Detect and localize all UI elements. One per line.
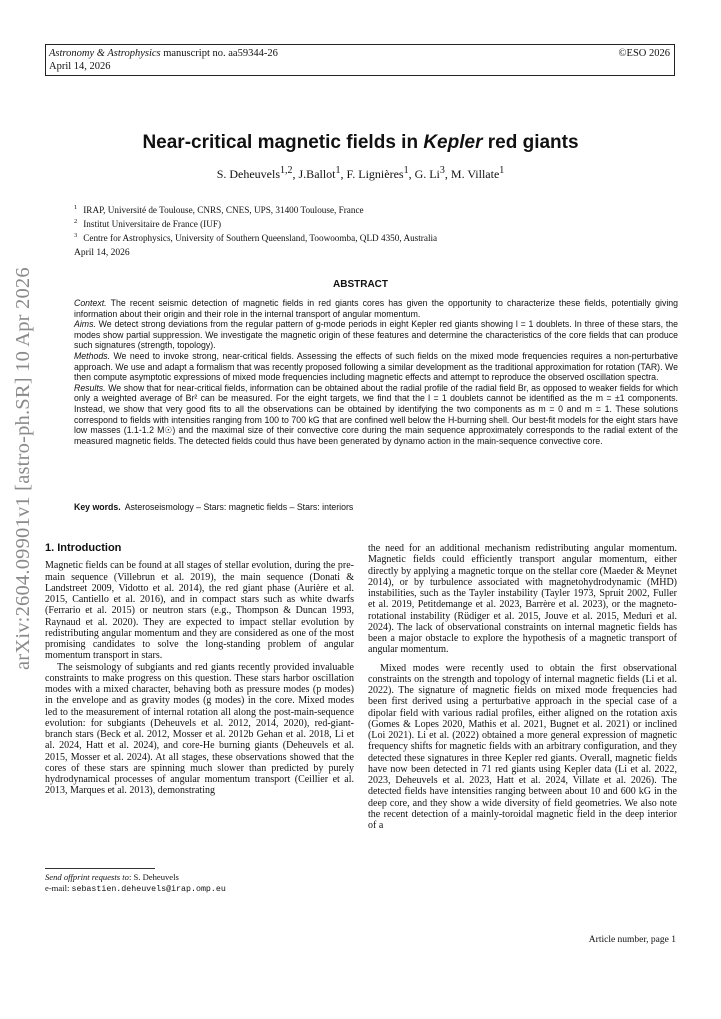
journal-name: Astronomy & Astrophysics: [49, 48, 161, 59]
email-line: e-mail: sebastien.deheuvels@irap.omp.eu: [45, 883, 226, 894]
abstract-methods: Methods. We need to invoke strong, near-critical fields. Assessing the effects of such fields on the mixed mode frequencies requires a non-perturbative approach. We use and adapt a formalism that was recently proposed following a similar development as the traditional approximation for rotation (TAR). We then compute asymptotic expressions of mixed mode frequencies including magnetic effects and attempt to reproduce the observed oscillation spectra.: [74, 350, 678, 383]
section-heading: 1. Introduction: [45, 542, 122, 554]
arxiv-sidebar: [0, 267, 44, 680]
title-text: Near-critical magnetic fields in Kepler red giants: [142, 132, 579, 153]
keywords: [74, 502, 353, 512]
intro-paragraph-3: the need for an additional mechanism redistributing angular momentum. Magnetic fields could efficiently transport angular momentum, either directly by applying a magnetic torque on the stellar core (Maeder & Meynet 2014), or by turbulence associated with magnetohydrodynamic (MHD) instabilities, such as the Tayler instability (Tayler 1973, Spruit 2002, Fuller et al. 2019, Petitdemange et al. 2023, Barrère et al. 2023), or the magneto-rotational instability (Rüdiger et al. 2015, Jouve et al. 2015, Meduri et al. 2024). The lack of observational constraints on internal magnetic fields has been a major obstacle to explore the hypothesis of a magnetic transport of angular momentum.: [368, 543, 677, 656]
intro-paragraph-1: Magnetic fields can be found at all stages of stellar evolution, during the pre-main sequence (Villebrun et al. 2019), the main sequence (Donati & Landstreet 2009, Vidotto et al. 2014), the red giant phase (Aurière et al. 2015, Cantiello et al. 2016), and in compact stars such as white dwarfs (Ferrario et al. 2015) or neutron stars (e.g., Thompson & Duncan 1993, Raynaud et al. 2020). They are expected to impact stellar evolution by redistributing angular momentum and they are considered as one of the most promising candidates to solve the long-standing problem of angular momentum transport in stars.: [45, 560, 354, 662]
offprint-line: Send offprint requests to: S. Deheuvels: [45, 872, 179, 882]
affiliation-1: $^1$ IRAP, Université de Toulouse, CNRS, CNES, UPS, 31400 Toulouse, France: [74, 204, 364, 216]
keywords-text: Asteroseismology – Stars: magnetic fields – Stars: interiors: [124, 502, 354, 512]
page-footer: Article number, page 1: [588, 935, 676, 945]
footnote: [45, 868, 354, 895]
arxiv-id: arXiv:2604.09901v1 [astro-ph.SR] 10 Apr 2026: [12, 267, 34, 670]
left-column: [45, 543, 354, 797]
abstract-context: Context. The recent seismic detection of magnetic fields in red giants cores has given the opportunity to characterize these fields, potentially giving information about their origin and their role in the internal transport of angular momentum.: [74, 298, 678, 319]
intro-paragraph-2: The seismology of subgiants and red giants recently provided invaluable constraints to make progress on this question. These stars harbor oscillation modes with a mixed character, behaving both as pressure modes (p modes) in the envelope and as gravity modes (g modes) in the core. Mixed modes led to the measurement of internal rotation all along the post-main-sequence evolution: for subgiants (Deheuvels et al. 2012, 2014, 2020), red-giant-branch stars (Beck et al. 2012, Mosser et al. 2012b Gehan et al. 2018, Li et al. 2024, Hatt et al. 2024), and core-He burning giants (Deheuvels et al. 2015, Mosser et al. 2024). At all stages, these observations showed that the cores of these stars are spinning much slower than predicted by purely hydrodynamical processes of angular momentum transport (Ceillier et al. 2013, Marques et al. 2013), demonstrating: [45, 661, 354, 797]
footnote-rule: [45, 868, 155, 869]
abstract-heading: ABSTRACT: [333, 279, 388, 290]
affiliations: [74, 202, 437, 244]
affiliation-3: $^3$ Centre for Astrophysics, University of Southern Queensland, Toowoomba, QLD 4350, Australia: [74, 232, 438, 244]
abstract-aims: Aims. We detect strong deviations from the regular pattern of g-mode periods in eight Kepler red giants showing l = 1 doublets. In three of these stars, the modes show partial suppression. We investigate the magnetic origin of these features and determine the characteristics of the core fields that can produce such signatures (strength, topology).: [74, 319, 678, 351]
abstract-body: [74, 298, 678, 446]
keywords-label: Key words.: [74, 502, 121, 512]
author-list: S. Deheuvels$^{1,2}$, J.Ballot$^1$, F. Lignières$^1$, G. Li$^3$, M. Villate$^1$: [216, 165, 505, 181]
email-link[interactable]: sebastien.deheuvels@irap.omp.eu: [71, 885, 226, 894]
manuscript-number: manuscript no. aa59344-26: [160, 48, 278, 59]
abstract-results: Results. We show that for near-critical fields, information can be obtained about the radial profile of the radial field Br, as opposed to weaker fields for which only a weighted average of Br² can be measured. For the eight targets, we find that the l = 1 doublets cannot be identified as the m = ±1 components. Instead, we show that very good fits to all the observations can be obtained by identifying the two components as m = 0 and m = 1. These solutions correspond to fields with intensities ranging from 100 to 700 kG that are confined well below the H-burning shell. Our best-fit models for the eight stars have low masses (1.1-1.2 M☉) and the maximal size of their convective core during the main sequence approximately corresponds to the radial extent of the measured magnetic fields. The detected fields could thus have been generated by dynamo action in the main-sequence convective core.: [74, 382, 678, 446]
affiliation-2: $^2$ Institut Universitaire de France (IUF): [74, 218, 222, 230]
received-date: April 14, 2026: [74, 248, 130, 258]
header-date: April 14, 2026: [49, 61, 111, 72]
copyright: ©ESO 2026: [618, 48, 670, 59]
right-column: [368, 543, 677, 831]
intro-paragraph-4: Mixed modes were recently used to obtain the first observational constraints on the strength and topology of internal magnetic fields (Li et al. 2022). The signature of magnetic fields on mixed mode frequencies had been first derived using a perturbative approach in the special case of a dipolar field with various radial profiles, either aligned on the rotation axis (Gomes & Lopes 2020, Mathis et al. 2021, Bugnet et al. 2021) or inclined (Loi 2021). Li et al. (2022) obtained a more general expression of magnetic frequency shifts for magnetic fields with an arbitrary configuration, and they detected these signatures in three Kepler red giants. Overall, magnetic fields have now been detected in 71 red giants using Kepler data (Li et al. 2022, 2023, Deheuvels et al. 2023, Hatt et al. 2024, Villate et al. 2026). The detected fields have intensities ranging between about 10 and 600 kG in the deep core, and they show a wide diversity of field geometries. We also note the recent detection of a mainly-toroidal magnetic field in the deep interior of a: [368, 662, 677, 831]
header-manuscript-line: [49, 47, 671, 60]
paper-title: [0, 132, 721, 154]
journal-header: [45, 44, 675, 76]
